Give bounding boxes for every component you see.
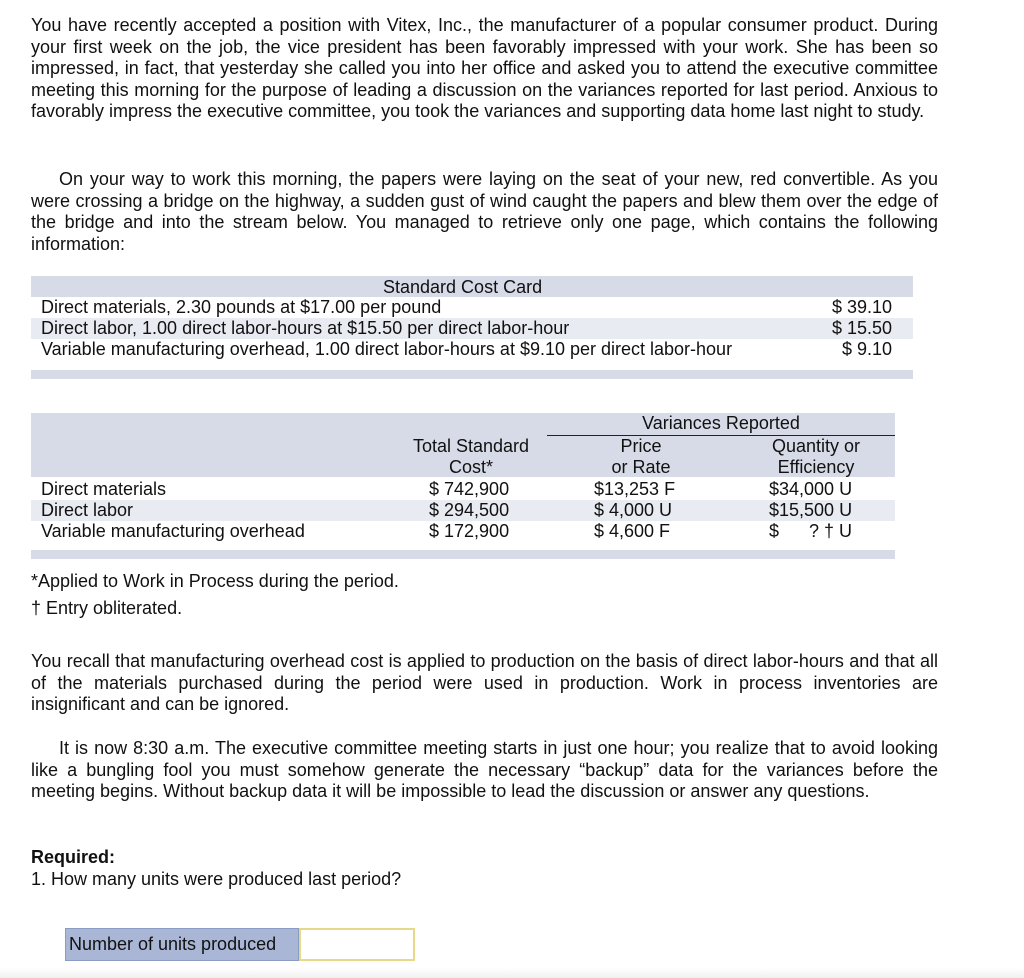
variance-row-total: $ 172,900 (429, 521, 510, 541)
variance-row-qty: $ ? † U (769, 521, 853, 541)
variance-row-label: Variable manufacturing overhead (41, 521, 305, 541)
required-label: Required: (31, 847, 116, 867)
intro-paragraph-2: On your way to work this morning, the papers were laying on the seat of your new, red convertible. As you were crossing a bridge on the highway, a sudden gust of wind caught the papers and blew them over the edge of the bridge and into the stream below. You managed to retrieve only one page, which contains the following information: (31, 169, 938, 254)
cost-card-row-amount: $ 15.50 (831, 318, 892, 338)
variances-footer-bar (31, 550, 895, 559)
units-produced-input[interactable] (299, 928, 415, 961)
col-header-price-1: Price (620, 436, 662, 456)
col-header-qty-1: Quantity or (771, 436, 861, 456)
variances-group-header: Variances Reported (642, 413, 800, 433)
col-header-price-2: or Rate (611, 457, 671, 477)
variance-row-qty: $15,500 U (769, 500, 853, 520)
variance-row-label: Direct materials (41, 479, 167, 499)
cost-card-row-labor (31, 318, 913, 339)
bottom-edge (0, 968, 1024, 978)
cost-card-header (31, 276, 913, 297)
cost-card-row-label: Direct labor, 1.00 direct labor-hours at $15.50 per direct labor-hour (41, 318, 570, 338)
variance-row-total: $ 294,500 (429, 500, 510, 520)
col-header-total-1: Total Standard (412, 436, 530, 456)
variance-row-price: $13,253 F (594, 479, 676, 499)
footnote-obliterated: † Entry obliterated. (31, 598, 183, 618)
cost-card-row-materials (31, 297, 913, 318)
cost-card-row-overhead (31, 339, 913, 360)
cost-card-row-amount: $ 9.10 (841, 339, 892, 359)
variances-table (31, 413, 895, 563)
cost-card-row-label: Direct materials, 2.30 pounds at $17.00 per pound (41, 297, 442, 317)
cost-card-footer-bar (31, 370, 913, 379)
col-header-qty-2: Efficiency (777, 457, 855, 477)
cost-card-row-label: Variable manufacturing overhead, 1.00 direct labor-hours at $9.10 per direct labor-hour (41, 339, 733, 359)
standard-cost-card (31, 276, 913, 380)
col-header-total-2: Cost* (448, 457, 493, 477)
variance-row-qty: $34,000 U (769, 479, 853, 499)
answer-label: Number of units produced (65, 928, 299, 961)
cost-card-row-amount: $ 39.10 (831, 297, 892, 317)
recall-paragraph: You recall that manufacturing overhead cost is applied to production on the basis of direct labor-hours and that all of the materials purchased during the period were used in production. Work in process inventories are insignificant and can be ignored. (31, 651, 938, 715)
variance-row-label: Direct labor (41, 500, 134, 520)
footnote-applied: *Applied to Work in Process during the period. (31, 571, 399, 591)
cost-card-title: Standard Cost Card (383, 277, 543, 297)
variance-row-total: $ 742,900 (429, 479, 510, 499)
question-1: 1. How many units were produced last period? (31, 869, 402, 889)
variance-row-price: $ 4,000 U (594, 500, 673, 520)
meeting-paragraph: It is now 8:30 a.m. The executive committee meeting starts in just one hour; you realize that to avoid looking like a bungling fool you must somehow generate the necessary “backup” data for the variances before the meeting begins. Without backup data it will be impossible to lead the discussion or answer any questions. (31, 738, 938, 802)
variance-row-price: $ 4,600 F (594, 521, 671, 541)
intro-paragraph-1: You have recently accepted a position with Vitex, Inc., the manufacturer of a popular consumer product. During your first week on the job, the vice president has been favorably impressed with your work. She has been so impressed, in fact, that yesterday she called you into her office and asked you to attend the executive committee meeting this morning for the purpose of leading a discussion on the variances reported for last period. Anxious to favorably impress the executive committee, you took the variances and supporting data home last night to study. (31, 15, 938, 122)
